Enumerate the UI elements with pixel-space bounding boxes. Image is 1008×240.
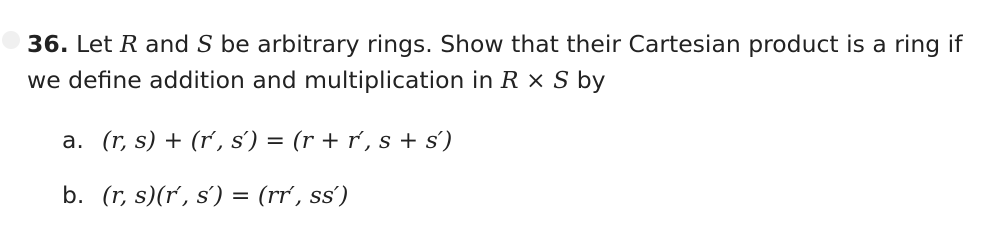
problem-text: by [569,66,606,94]
list-item [62,168,452,223]
variable-s: S [196,30,213,58]
item-label: b. [62,181,85,209]
problem-statement [27,26,997,98]
cartesian-product: R × S [500,66,570,94]
item-label: a. [62,126,84,154]
list-item [62,113,452,168]
problem-text: Let [76,30,120,58]
item-expression: (r, s)(r′, s′) = (rr′, ss′) [102,181,349,209]
problem-text: and [137,30,197,58]
item-expression: (r, s) + (r′, s′) = (r + r′, s + s′) [102,126,453,154]
margin-circle-icon [2,31,20,49]
item-list [62,113,452,223]
problem-number: 36. [27,30,69,58]
problem-text: be arbitrary rings. Show that their Cartesian product is a ring if we define addition and multiplication in [27,30,963,94]
variable-r: R [119,30,138,58]
